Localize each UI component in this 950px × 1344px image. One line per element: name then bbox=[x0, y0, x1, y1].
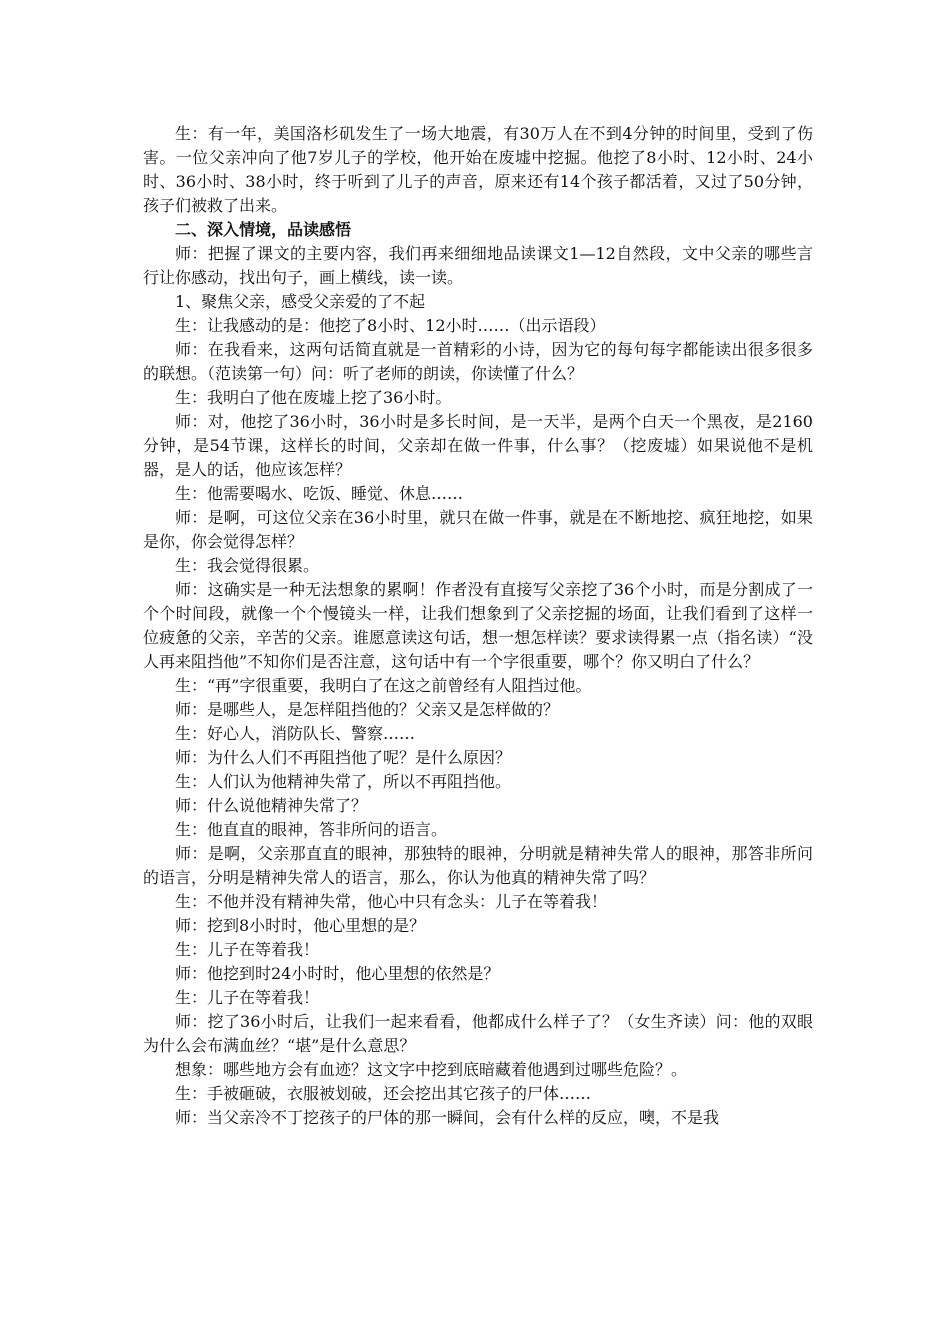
paragraph: 生：“再”字很重要，我明白了在这之前曾经有人阻挡过他。 bbox=[175, 676, 592, 695]
paragraph: 生：我明白了他在废墟上挖了36小时。 bbox=[175, 388, 452, 407]
paragraph: 生：儿子在等着我！ bbox=[175, 988, 320, 1007]
paragraph: 师：挖到8小时时，他心里想的是？ bbox=[175, 916, 426, 935]
paragraph: 生：人们认为他精神失常了，所以不再阻挡他。 bbox=[175, 772, 512, 791]
subsection-heading: 1、聚焦父亲，感受父亲爱的了不起 bbox=[175, 292, 426, 311]
paragraph: 师：这确实是一种无法想象的累啊！作者没有直接写父亲挖了36个小时，而是分割成了一个个时间段，就像一个个慢镜头一样，让我们想象到了父亲挖掘的场面，让我们看到了这样一位疲惫的父亲，辛苦的父亲。谁愿意读这句话，想一想怎样读？要求读得累一点（指名读）“没人再来阻挡他”不知你们是否注意，这句话中有一个字很重要，哪个？你又明白了什么？ bbox=[143, 580, 813, 671]
paragraph: 师：是哪些人，是怎样阻挡他的？父亲又是怎样做的？ bbox=[175, 700, 560, 719]
paragraph: 师：当父亲冷不丁挖孩子的尸体的那一瞬间，会有什么样的反应，噢，不是我 bbox=[175, 1108, 720, 1127]
paragraph: 生：有一年，美国洛杉矶发生了一场大地震，有30万人在不到4分钟的时间里，受到了伤害。一位父亲冲向了他7岁儿子的学校，他开始在废墟中挖掘。他挖了8小时、12小时、24小时、36小时、38小时，终于听到了儿子的声音，原来还有14个孩子都活着，又过了50分钟，孩子们被救了出来。 bbox=[143, 124, 813, 215]
paragraph: 生：他直直的眼神，答非所问的语言。 bbox=[175, 820, 448, 839]
document-page bbox=[143, 122, 813, 1130]
paragraph: 生：他需要喝水、吃饭、睡觉、休息…… bbox=[175, 484, 464, 503]
paragraph: 师：把握了课文的主要内容，我们再来细细地品读课文1—12自然段，文中父亲的哪些言行让你感动，找出句子，画上横线，读一读。 bbox=[143, 244, 813, 287]
paragraph: 生：我会觉得很累。 bbox=[175, 556, 320, 575]
paragraph: 生：让我感动的是：他挖了8小时、12小时……（出示语段） bbox=[175, 316, 606, 335]
paragraph: 师：什么说他精神失常了？ bbox=[175, 796, 368, 815]
paragraph: 师：在我看来，这两句话简直就是一首精彩的小诗，因为它的每句每字都能读出很多很多的联想。（范读第一句）问：听了老师的朗读，你读懂了什么？ bbox=[143, 340, 813, 383]
paragraph: 生：儿子在等着我！ bbox=[175, 940, 320, 959]
section-heading: 二、深入情境，品读感悟 bbox=[175, 220, 352, 239]
paragraph: 师：为什么人们不再阻挡他了呢？是什么原因？ bbox=[175, 748, 512, 767]
paragraph: 生：手被砸破，衣服被划破，还会挖出其它孩子的尸体…… bbox=[175, 1084, 592, 1103]
paragraph: 生：不他并没有精神失常，他心中只有念头：儿子在等着我！ bbox=[175, 892, 608, 911]
paragraph: 师：对，他挖了36小时，36小时是多长时间，是一天半，是两个白天一个黑夜，是2160分钟，是54节课，这样长的时间，父亲却在做一件事，什么事？（挖废墟）如果说他不是机器，是人的话，他应该怎样？ bbox=[143, 412, 813, 479]
paragraph: 师：挖了36小时后，让我们一起来看看，他都成什么样子了？（女生齐读）问：他的双眼为什么会布满血丝？“堪”是什么意思？ bbox=[143, 1012, 813, 1055]
paragraph: 师：是啊，可这位父亲在36小时里，就只在做一件事，就是在不断地挖、疯狂地挖，如果是你，你会觉得怎样？ bbox=[143, 508, 813, 551]
paragraph: 师：是啊，父亲那直直的眼神，那独特的眼神，分明就是精神失常人的眼神，那答非所问的语言，分明是精神失常人的语言，那么，你认为他真的精神失常了吗？ bbox=[143, 844, 813, 887]
paragraph: 生：好心人，消防队长、警察…… bbox=[175, 724, 416, 743]
paragraph: 师：他挖到时24小时时，他心里想的依然是？ bbox=[175, 964, 500, 983]
paragraph: 想象：哪些地方会有血迹？这文字中挖到底暗藏着他遇到过哪些危险？。 bbox=[175, 1060, 688, 1079]
